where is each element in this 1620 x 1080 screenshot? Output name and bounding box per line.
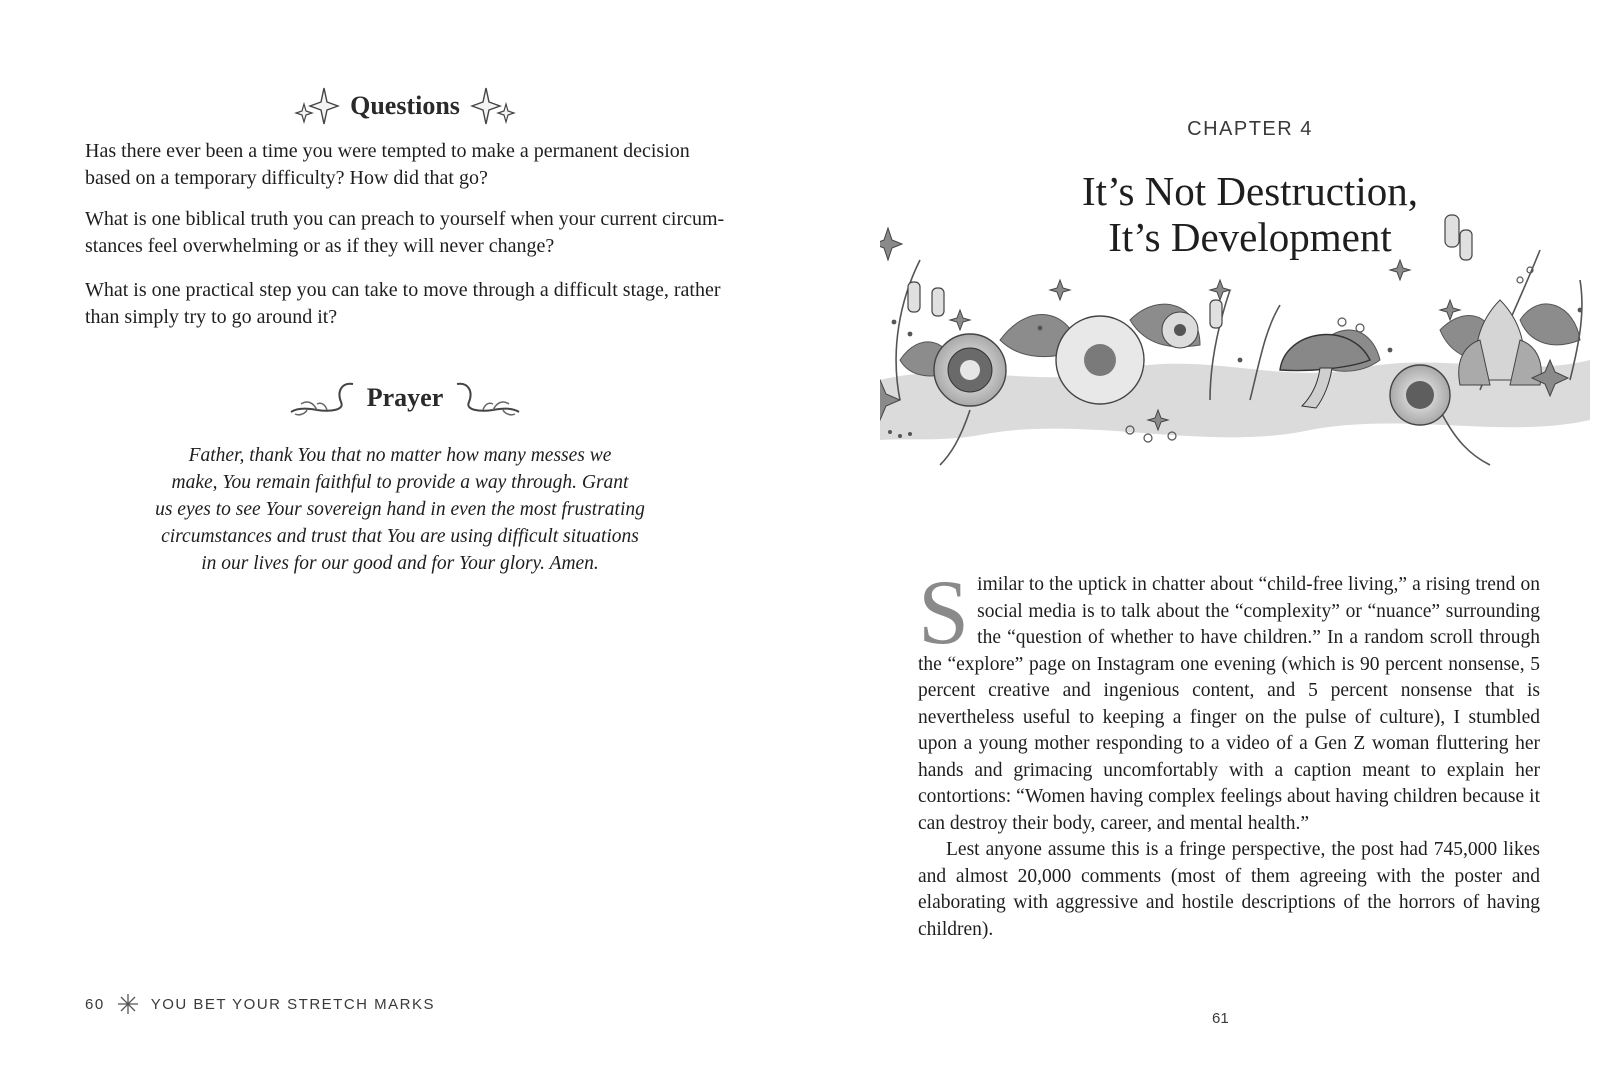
floral-illustration xyxy=(880,210,1590,480)
drop-cap: S xyxy=(918,561,970,663)
sparkle-left-icon xyxy=(294,86,340,126)
paragraph-1: Similar to the uptick in chatter about “child-free living,” a rising trend on social media is to talk about the “complexity” or “nuance” surrounding the “question of whether to have children.” In a random scroll through the “explore” page on Instagram one evening (which is 90 percent nonsense, 5 percent creative and ingenious content, and 5 percent nonsense that is nevertheless useful to keeping a finger on the pulse of culture), I stumbled upon a young mother responding to a video of a Gen Z woman fluttering her hands and grimacing uncomfortably with a caption meant to explain her contortions: “Women having complex feelings about having children because it can destroy their body, career, and mental health.” xyxy=(918,561,1540,834)
prayer-title: Prayer xyxy=(366,383,444,412)
running-head: YOU BET YOUR STRETCH MARKS xyxy=(150,995,436,1013)
chapter-label: CHAPTER 4 xyxy=(1187,118,1313,140)
prayer-heading xyxy=(280,378,530,418)
question-item: Has there ever been a time you were tempted to make a permanent decision based on a temporary difficulty? How did that go? xyxy=(85,140,690,189)
questions-title: Questions xyxy=(350,91,460,120)
left-footer xyxy=(85,993,435,1015)
question-item: What is one biblical truth you can preach to yourself when your current circum- stances feel overwhelming or as if they will never change? xyxy=(85,208,725,257)
question-item: What is one practical step you can take to move through a difficult stage, rather than simply try to go around it? xyxy=(85,279,721,328)
flourish-left-icon xyxy=(287,378,357,418)
prayer-text: Father, thank You that no matter how many messes we make, You remain faithful to provide a way through. Grant us eyes to see Your sovereign hand in even the most frustrating circumstances and trust that You are using difficult situations in our lives for our good and for Your glory. Amen. xyxy=(155,445,645,574)
page-number-left: 60 xyxy=(85,995,105,1013)
sparkle-right-icon xyxy=(470,86,516,126)
paragraph-2: Lest anyone assume this is a fringe perspective, the post had 745,000 likes and almost 20,000 comments (most of them agreeing with the poster and elaborating with aggressive and hostile descriptions of the horrors of having children). xyxy=(918,839,1540,940)
chapter-body xyxy=(918,561,1540,943)
page-number-right: 61 xyxy=(1212,1010,1229,1027)
chapter-title: It’s Not Destruction, It’s Development xyxy=(1082,168,1418,260)
star-separator-icon xyxy=(117,993,139,1015)
flourish-right-icon xyxy=(453,378,523,418)
questions-heading xyxy=(280,86,530,126)
